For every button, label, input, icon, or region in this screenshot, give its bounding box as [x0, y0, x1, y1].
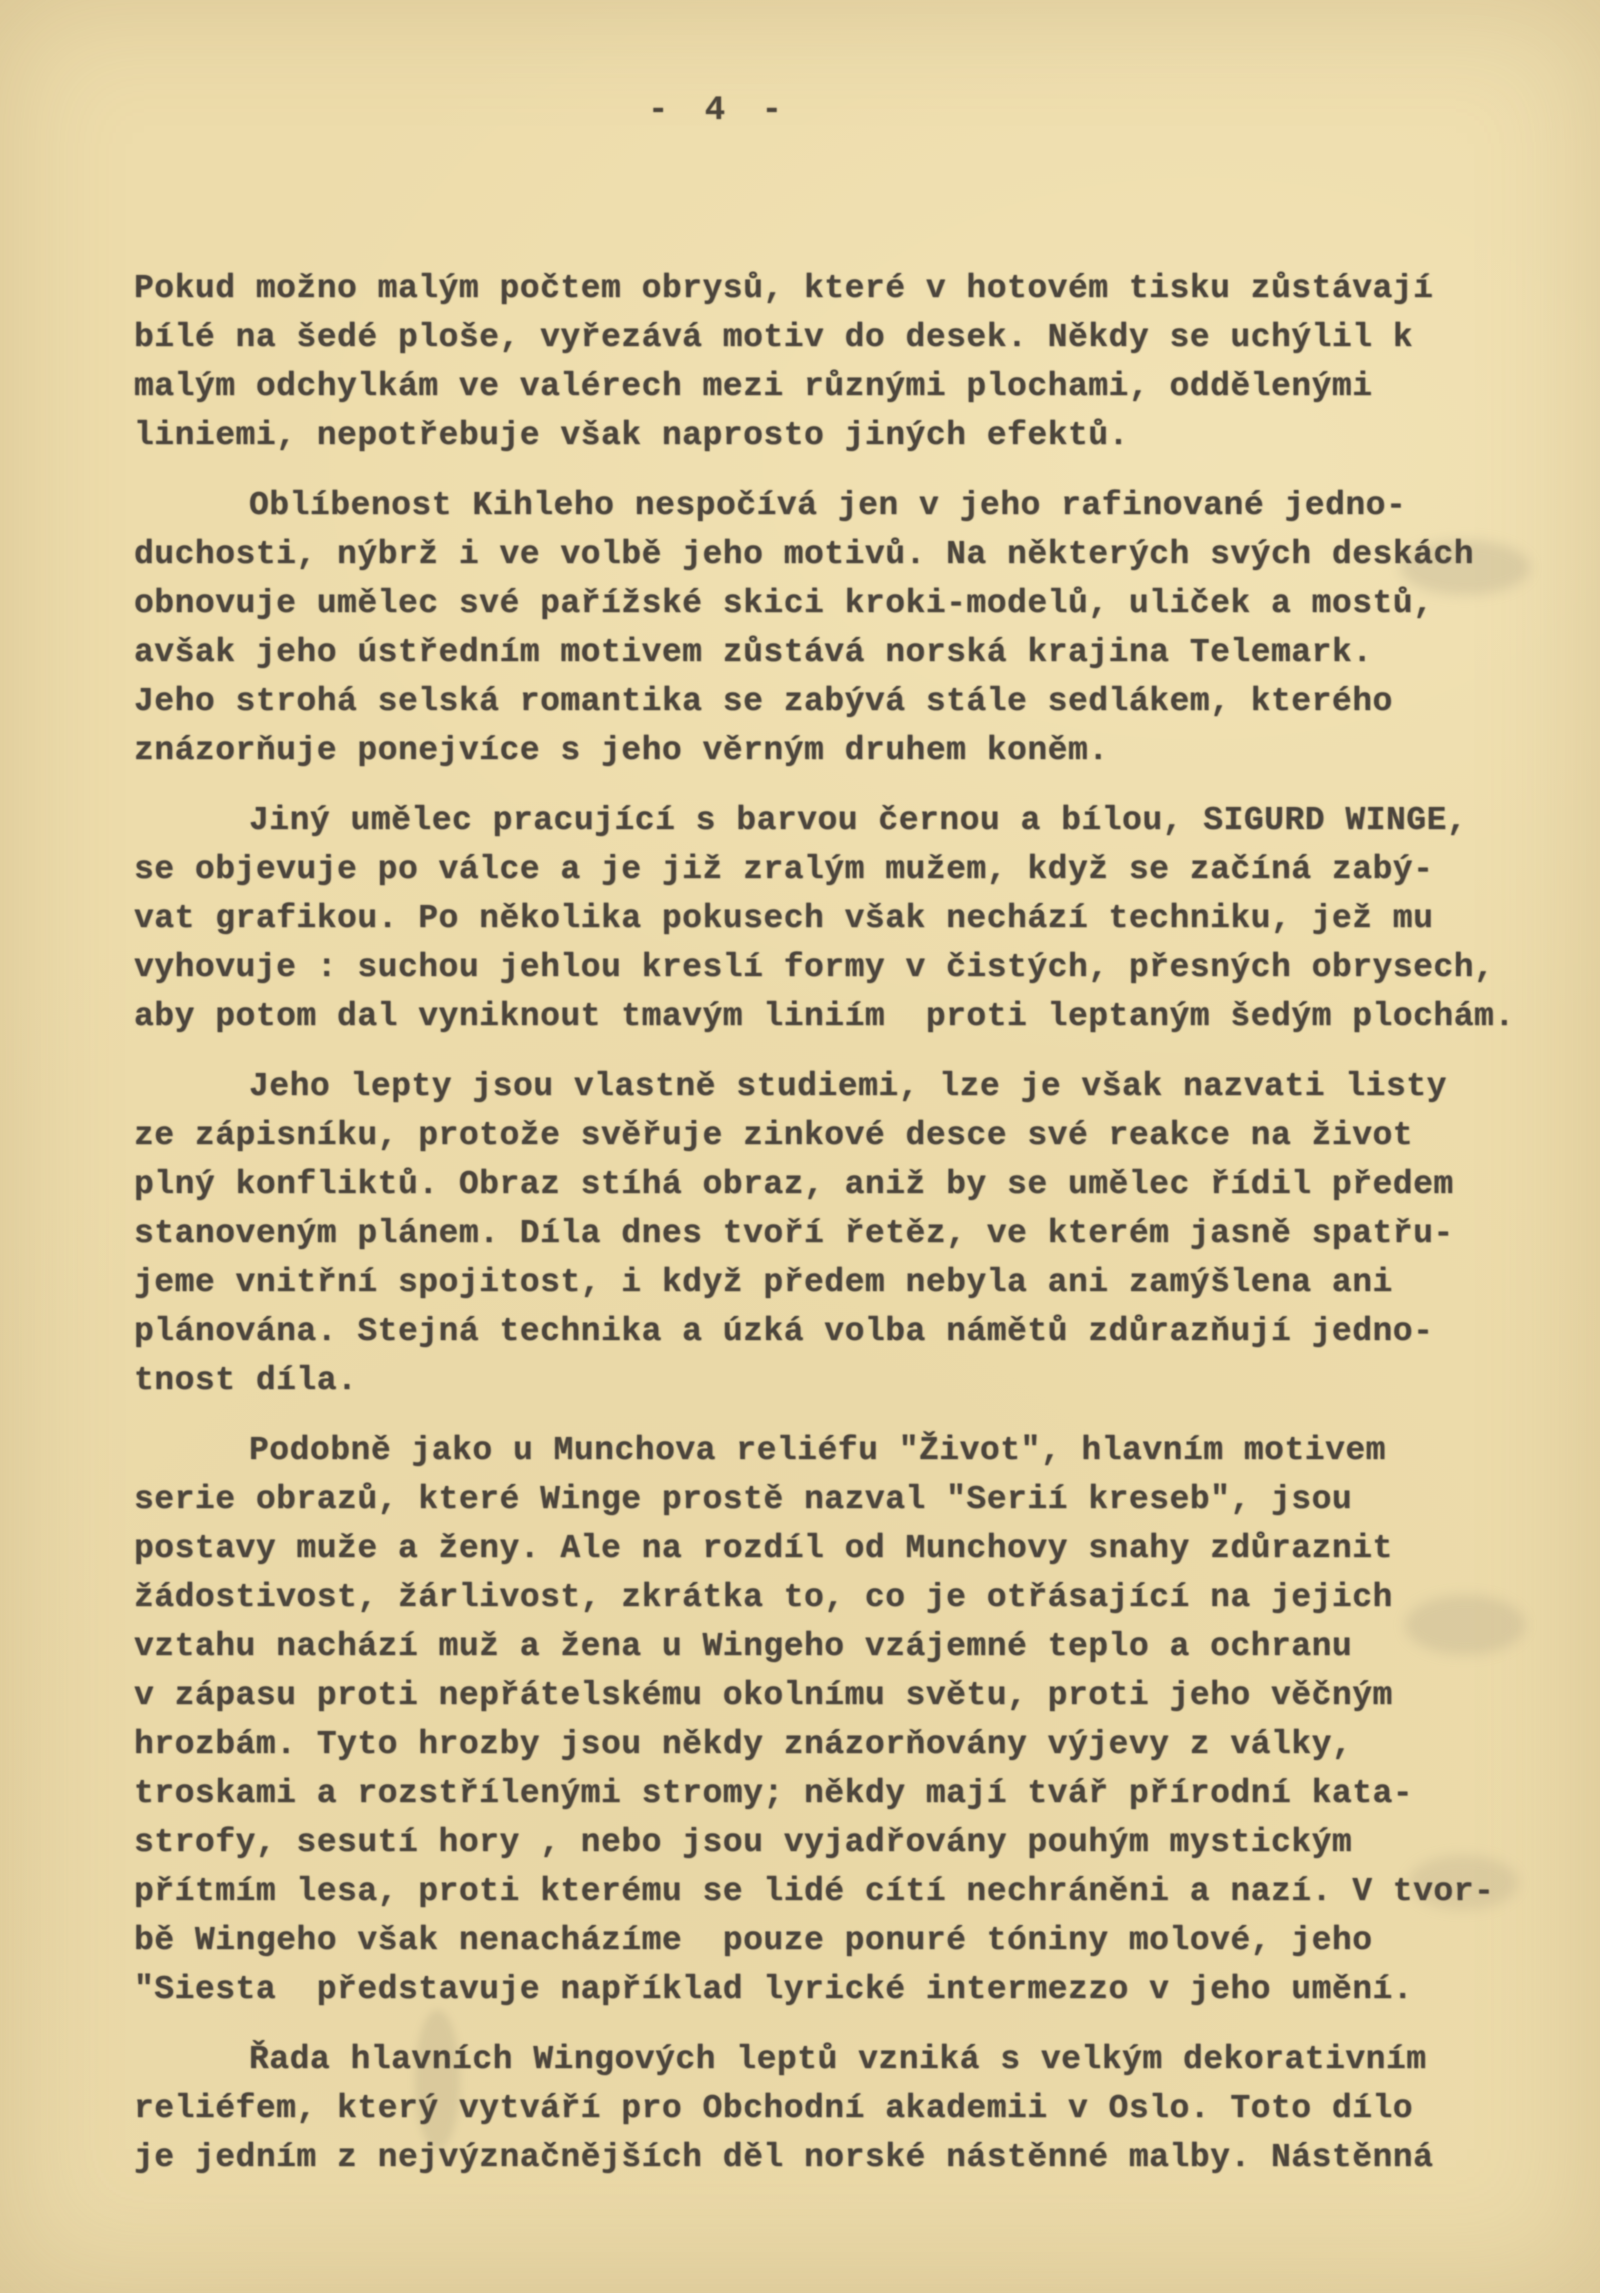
document-body — [134, 264, 1554, 2182]
text-line: obnovuje umělec své pařížské skici kroki-modelů, uliček a mostů, — [134, 585, 1434, 622]
paragraph — [134, 1062, 1554, 1405]
paragraph — [134, 2035, 1554, 2182]
text-line: jeme vnitřní spojitost, i když předem nebyla ani zamýšlena ani — [134, 1264, 1393, 1301]
text-line: troskami a rozstřílenými stromy; někdy mají tvář přírodní kata- — [134, 1775, 1414, 1812]
text-line: Jeho lepty jsou vlastně studiemi, lze je však nazvati listy — [249, 1068, 1447, 1105]
page-number: - 4 - — [648, 92, 791, 130]
text-line: avšak jeho ústředním motivem zůstává norská krajina Telemark. — [134, 634, 1373, 671]
paragraph — [134, 481, 1554, 775]
text-line: liniemi, nepotřebuje však naprosto jiných efektů. — [134, 417, 1129, 454]
text-line: duchosti, nýbrž i ve volbě jeho motivů. Na některých svých deskách — [134, 536, 1475, 573]
text-line: hrozbám. Tyto hrozby jsou někdy znázorňovány výjevy z války, — [134, 1726, 1353, 1763]
text-line: Jiný umělec pracující s barvou černou a bílou, SIGURD WINGE, — [249, 802, 1468, 839]
text-line: znázorňuje ponejvíce s jeho věrným druhem koněm. — [134, 732, 1109, 769]
paragraph — [134, 264, 1554, 460]
text-line: vztahu nachází muž a žena u Wingeho vzájemné teplo a ochranu — [134, 1628, 1353, 1665]
text-line: aby potom dal vyniknout tmavým liniím proti leptaným šedým plochám. — [134, 998, 1515, 1035]
text-line: přítmím lesa, proti kterému se lidé cítí nechráněni a nazí. V tvor- — [134, 1873, 1495, 1910]
text-line: žádostivost, žárlivost, zkrátka to, co je otřásající na jejich — [134, 1579, 1393, 1616]
text-line: Oblíbenost Kihleho nespočívá jen v jeho rafinované jedno- — [249, 487, 1407, 524]
text-line: stanoveným plánem. Díla dnes tvoří řetěz, ve kterém jasně spatřu- — [134, 1215, 1454, 1252]
text-line: se objevuje po válce a je již zralým mužem, když se začíná zabý- — [134, 851, 1434, 888]
text-line: reliéfem, který vytváří pro Obchodní akademii v Oslo. Toto dílo — [134, 2090, 1414, 2127]
text-line: Podobně jako u Munchova reliéfu "Život", hlavním motivem — [249, 1432, 1386, 1469]
text-line: v zápasu proti nepřátelskému okolnímu světu, proti jeho věčným — [134, 1677, 1393, 1714]
text-line: Jeho strohá selská romantika se zabývá stále sedlákem, kterého — [134, 683, 1393, 720]
paragraph — [134, 796, 1554, 1041]
text-line: vat grafikou. Po několika pokusech však nechází techniku, jež mu — [134, 900, 1434, 937]
text-line: bě Wingeho však nenacházíme pouze ponuré tóniny molové, jeho — [134, 1922, 1373, 1959]
text-line: strofy, sesutí hory , nebo jsou vyjadřovány pouhým mystickým — [134, 1824, 1353, 1861]
text-line: plánována. Stejná technika a úzká volba námětů zdůrazňují jedno- — [134, 1313, 1434, 1350]
text-line: malým odchylkám ve valérech mezi různými plochami, oddělenými — [134, 368, 1373, 405]
text-line: serie obrazů, které Winge prostě nazval "Serií kreseb", jsou — [134, 1481, 1353, 1518]
text-line: ze zápisníku, protože svěřuje zinkové desce své reakce na život — [134, 1117, 1414, 1154]
text-line: je jedním z nejvýznačnějších děl norské nástěnné malby. Nástěnná — [134, 2139, 1434, 2176]
text-line: Řada hlavních Wingových leptů vzniká s velkým dekorativním — [249, 2041, 1427, 2078]
text-line: "Siesta představuje například lyrické intermezzo v jeho umění. — [134, 1971, 1414, 2008]
text-line: bílé na šedé ploše, vyřezává motiv do desek. Někdy se uchýlil k — [134, 319, 1414, 356]
text-line: tnost díla. — [134, 1362, 358, 1399]
text-line: plný konfliktů. Obraz stíhá obraz, aniž by se umělec řídil předem — [134, 1166, 1454, 1203]
text-line: vyhovuje : suchou jehlou kreslí formy v čistých, přesných obrysech, — [134, 949, 1495, 986]
paragraph — [134, 1426, 1554, 2014]
text-line: Pokud možno malým počtem obrysů, které v hotovém tisku zůstávají — [134, 270, 1434, 307]
text-line: postavy muže a ženy. Ale na rozdíl od Munchovy snahy zdůraznit — [134, 1530, 1393, 1567]
